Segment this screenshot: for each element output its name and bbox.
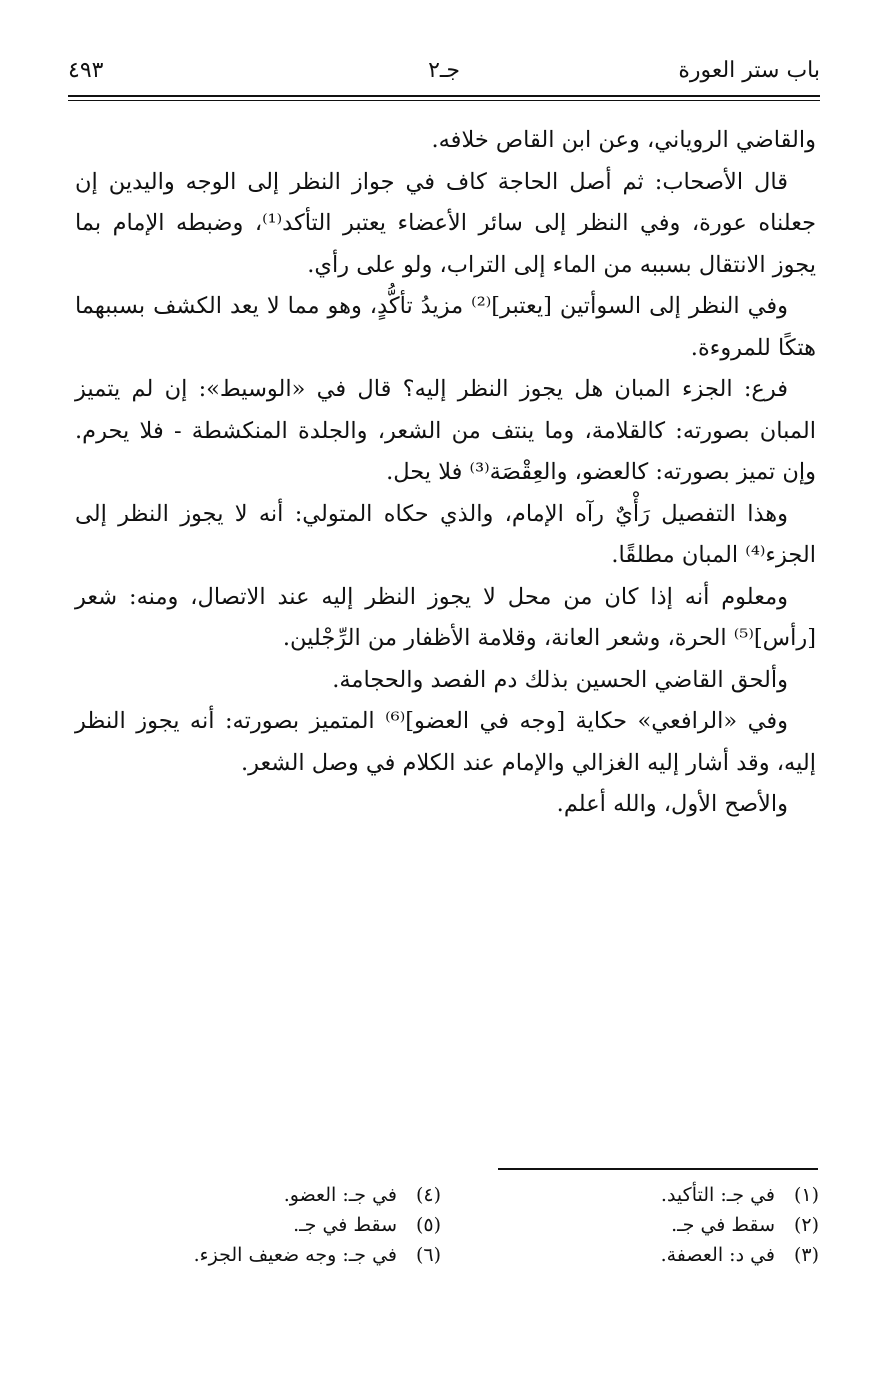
paragraph: وهذا التفصيل رَأْيٌ رآه الإمام، والذي حكاه المتولي: أنه لا يجوز النظر إلى الجزء⁽⁴⁾ المبان مطلقًا. [75, 500, 816, 568]
footnote [121, 1180, 441, 1210]
paragraph: وألحق القاضي الحسين بذلك دم الفصد والحجامة. [332, 666, 788, 693]
footnote [121, 1210, 441, 1240]
footnote-text: سقط في جـ. [293, 1214, 397, 1236]
paragraph: وفي «الرافعي» حكاية [وجه في العضو]⁽⁶⁾ المتميز بصورته: أنه يجوز النظر إليه، وقد أشار إليه الغزالي والإمام عند الكلام في وصل الشعر. [75, 708, 816, 776]
paragraph: قال الأصحاب: ثم أصل الحاجة كاف في جواز النظر إلى الوجه واليدين إن جعلناه عورة، وفي النظر إلى سائر الأعضاء يعتبر التأكد⁽¹⁾، وضبطه الإمام بما يجوز الانتقال بسببه من الماء إلى التراب، ولو على رأي. [75, 168, 816, 278]
footnote-text: في جـ: التأكيد. [660, 1184, 775, 1206]
header-rule [68, 95, 820, 97]
footnote-rule [498, 1168, 818, 1170]
paragraph: وفي النظر إلى السوأتين [يعتبر]⁽²⁾ مزيدُ تأكُّدٍ، وهو مما لا يعد الكشف بسببهما هتكًا للمروءة. [75, 293, 816, 361]
footnote [499, 1180, 819, 1210]
footnote [499, 1240, 819, 1270]
footnotes-column-left [121, 1180, 441, 1270]
footnote-text: سقط في جـ. [671, 1214, 775, 1236]
paragraph: فرع: الجزء المبان هل يجوز النظر إليه؟ قال في «الوسيط»: إن لم يتميز المبان بصورته: كالقلامة، وما ينتف من الشعر، والجلدة المنكشطة - فلا يحرم. وإن تميز بصورته: كالعضو، والعِقْصَة⁽³⁾ فلا يحل. [75, 376, 816, 485]
page-number: ٤٩٣ [68, 58, 104, 83]
paragraph: ومعلوم أنه إذا كان من محل لا يجوز النظر إليه عند الاتصال، ومنه: شعر [رأس]⁽⁵⁾ الحرة، وشعر العانة، وقلامة الأظفار من الرِّجْلين. [75, 583, 816, 651]
main-text [75, 120, 816, 826]
footnote-number: (٥) [415, 1214, 441, 1236]
footnote [121, 1240, 441, 1270]
footnote-number: (٣) [793, 1244, 819, 1266]
footnote-number: (٢) [793, 1214, 819, 1236]
page-header [68, 50, 820, 94]
footnote-text: في جـ: وجه ضعيف الجزء. [193, 1244, 397, 1266]
volume-label: جـ٢ [428, 58, 460, 83]
footnote-text: في د: العصفة. [660, 1244, 775, 1266]
footnote-number: (٦) [415, 1244, 441, 1266]
footnote-text: في جـ: العضو. [283, 1184, 397, 1206]
paragraph: والقاضي الروياني، وعن ابن القاص خلافه. [431, 127, 816, 153]
paragraph: والأصح الأول، والله أعلم. [556, 791, 788, 817]
footnote-number: (١) [793, 1184, 819, 1206]
chapter-title: باب ستر العورة [678, 58, 820, 83]
footnote [499, 1210, 819, 1240]
footnotes-column-right [499, 1180, 819, 1270]
header-rule-thin [68, 100, 820, 101]
footnote-number: (٤) [415, 1184, 441, 1206]
